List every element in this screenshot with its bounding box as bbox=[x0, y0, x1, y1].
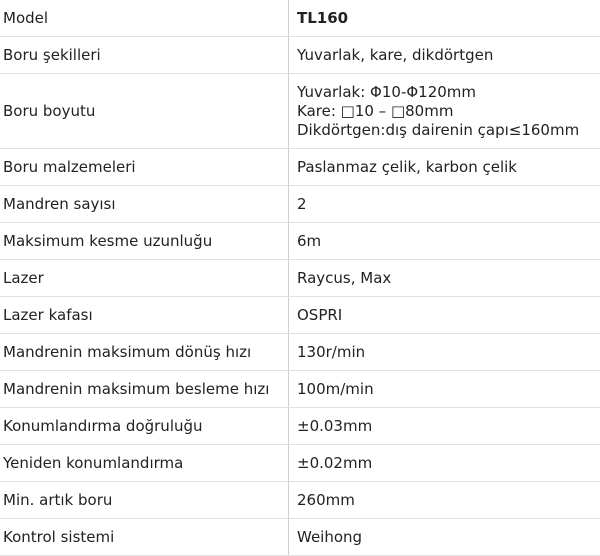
table-row-positioning-accuracy bbox=[0, 408, 600, 445]
row-value: Paslanmaz çelik, karbon çelik bbox=[289, 149, 600, 186]
row-value: 6m bbox=[289, 223, 600, 260]
row-label: Model bbox=[0, 0, 289, 37]
row-value-line: Dikdörtgen:dış dairenin çapı≤160mm bbox=[297, 121, 600, 140]
row-value: 100m/min bbox=[289, 371, 600, 408]
row-value: Raycus, Max bbox=[289, 260, 600, 297]
row-label: Konumlandırma doğruluğu bbox=[0, 408, 289, 445]
row-value: ±0.02mm bbox=[289, 445, 600, 482]
row-value-line: Yuvarlak: Φ10-Φ120mm bbox=[297, 83, 600, 102]
table-row-laser bbox=[0, 260, 600, 297]
table-row-chuck-count bbox=[0, 186, 600, 223]
row-value: 2 bbox=[289, 186, 600, 223]
table-row-pipe-shapes bbox=[0, 37, 600, 74]
table-row-max-feed-speed bbox=[0, 371, 600, 408]
row-value-line: Kare: □10 – □80mm bbox=[297, 102, 600, 121]
table-row-pipe-size bbox=[0, 74, 600, 149]
row-label: Mandrenin maksimum besleme hızı bbox=[0, 371, 289, 408]
table-row-repositioning bbox=[0, 445, 600, 482]
row-label: Yeniden konumlandırma bbox=[0, 445, 289, 482]
row-label: Mandren sayısı bbox=[0, 186, 289, 223]
table-row-control-system bbox=[0, 519, 600, 556]
row-value: OSPRI bbox=[289, 297, 600, 334]
table-row-min-remaining-pipe bbox=[0, 482, 600, 519]
table-row-max-rotation-speed bbox=[0, 334, 600, 371]
row-label: Boru şekilleri bbox=[0, 37, 289, 74]
row-value: Weihong bbox=[289, 519, 600, 556]
row-value: ±0.03mm bbox=[289, 408, 600, 445]
row-label: Kontrol sistemi bbox=[0, 519, 289, 556]
row-label: Maksimum kesme uzunluğu bbox=[0, 223, 289, 260]
row-value bbox=[289, 74, 600, 149]
row-value: 130r/min bbox=[289, 334, 600, 371]
table-row-laser-head bbox=[0, 297, 600, 334]
row-label: Boru boyutu bbox=[0, 74, 289, 149]
table-row-model bbox=[0, 0, 600, 37]
row-label: Min. artık boru bbox=[0, 482, 289, 519]
row-value: 260mm bbox=[289, 482, 600, 519]
row-label: Mandrenin maksimum dönüş hızı bbox=[0, 334, 289, 371]
row-value: Yuvarlak, kare, dikdörtgen bbox=[289, 37, 600, 74]
row-label: Lazer kafası bbox=[0, 297, 289, 334]
row-label: Boru malzemeleri bbox=[0, 149, 289, 186]
table-row-pipe-materials bbox=[0, 149, 600, 186]
row-label: Lazer bbox=[0, 260, 289, 297]
table-row-max-cut-length bbox=[0, 223, 600, 260]
row-value: TL160 bbox=[289, 0, 600, 37]
